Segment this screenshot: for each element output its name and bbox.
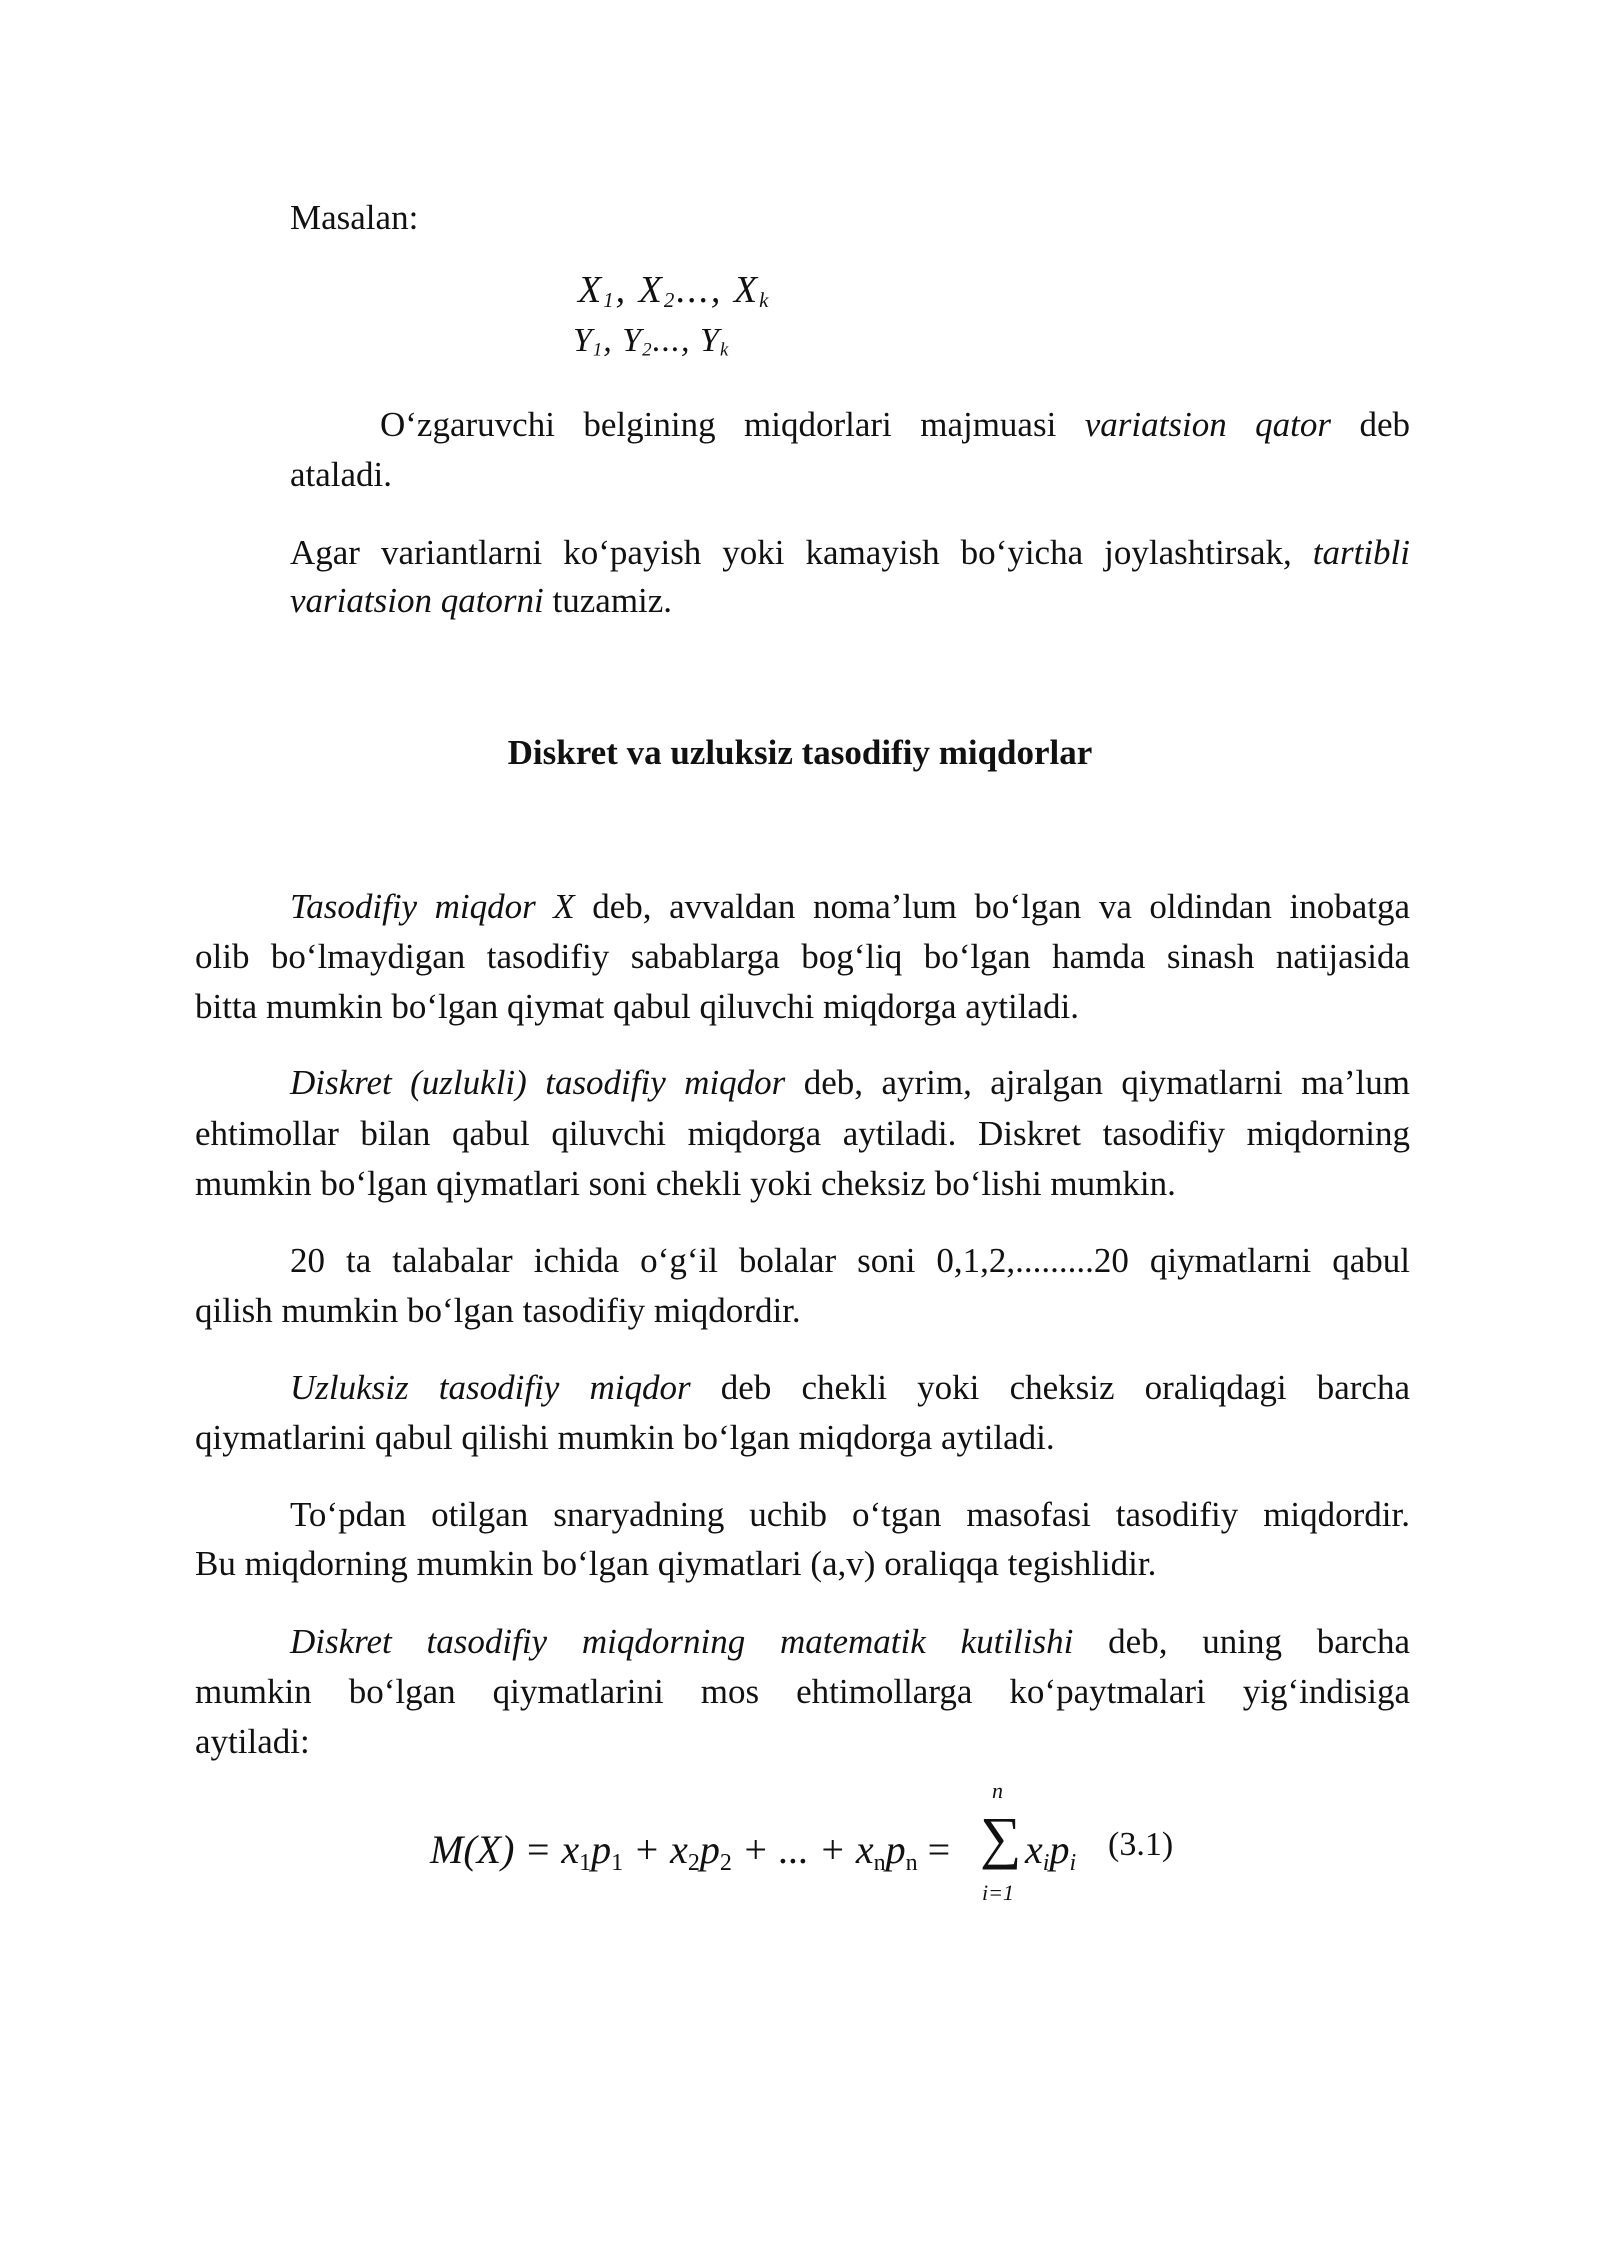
paragraph-variatsion-qator-line1: O‘zgaruvchi belgining miqdorlari majmuasi variatsion qator deb (380, 405, 1411, 444)
paragraph-snaryad-line1: To‘pdan otilgan snaryadning uchib o‘tgan masofasi tasodifiy miqdordir. (290, 1495, 1410, 1534)
paragraph-tartibli-line2: variatsion qatorni tuzamiz. (290, 581, 673, 620)
sum-lower-limit: i=1 (982, 1880, 1014, 1905)
equation-number: (3.1) (1108, 1826, 1174, 1863)
formula-expectation: $M(X) = x_1p_1 + x_2p_2$ + ... + $x_np_n$ = (430, 1827, 951, 1877)
paragraph-diskret-line1: Diskret (uzlukli) tasodifiy miqdor deb, ayrim, ajralgan qiymatlarni ma’lum (290, 1063, 1411, 1102)
paragraph-matematik-kutilish-line3: aytiladi: (195, 1722, 310, 1761)
paragraph-tasodifiy-line2: olib bo‘lmaydigan tasodifiy sabablarga bog‘liq bo‘lgan hamda sinash natijasida (195, 937, 1410, 976)
paragraph-talabalar-line1: 20 ta talabalar ichida o‘g‘il bolalar soni 0,1,2,.........20 qiymatlarni qabul (290, 1241, 1410, 1280)
sum-upper-limit: n (992, 1778, 1003, 1803)
paragraph-uzluksiz-line2: qiymatlarini qabul qilishi mumkin bo‘lgan miqdorga aytiladi. (195, 1418, 1055, 1457)
paragraph-tasodifiy-line1: Tasodifiy miqdor X deb, avvaldan noma’lum bo‘lgan va oldindan inobatga (290, 887, 1410, 926)
paragraph-matematik-kutilish-line1: Diskret tasodifiy miqdorning matematik kutilishi deb, uning barcha (290, 1622, 1411, 1661)
paragraph-snaryad-line2: Bu miqdorning mumkin bo‘lgan qiymatlari (a,v) oraliqqa tegishlidir. (195, 1544, 1157, 1583)
sequence-x: $X_1$, $X_2$..., $X_k$ (578, 269, 771, 313)
paragraph-diskret-line2: ehtimollar bilan qabul qiluvchi miqdorga aytiladi. Diskret tasodifiy miqdorning (195, 1114, 1410, 1153)
paragraph-talabalar-line2: qilish mumkin bo‘lgan tasodifiy miqdordir. (195, 1291, 801, 1330)
sum-term: $x_ip_i$ (1025, 1827, 1077, 1877)
paragraph-diskret-line3: mumkin bo‘lgan qiymatlari soni chekli yoki cheksiz bo‘lishi mumkin. (195, 1164, 1176, 1203)
paragraph-tartibli-line1: Agar variantlarni ko‘payish yoki kamayish bo‘yicha joylashtirsak, tartibli (290, 533, 1410, 572)
paragraph-matematik-kutilish-line2: mumkin bo‘lgan qiymatlarini mos ehtimollarga ko‘paytmalari yig‘indisiga (195, 1672, 1410, 1711)
paragraph-uzluksiz-line1: Uzluksiz tasodifiy miqdor deb chekli yoki cheksiz oraliqdagi barcha (290, 1368, 1410, 1407)
paragraph-tasodifiy-line3: bitta mumkin bo‘lgan qiymat qabul qiluvchi miqdorga aytiladi. (195, 987, 1079, 1026)
sigma-symbol: ∑ (980, 1805, 1022, 1870)
section-heading: Diskret va uzluksiz tasodifiy miqdorlar (507, 733, 1093, 772)
paragraph-variatsion-qator-line2: ataladi. (290, 455, 393, 494)
masalan-label: Masalan: (290, 198, 419, 237)
sequence-y: $Y_1$, $Y_2$..., $Y_k$ (573, 322, 730, 361)
